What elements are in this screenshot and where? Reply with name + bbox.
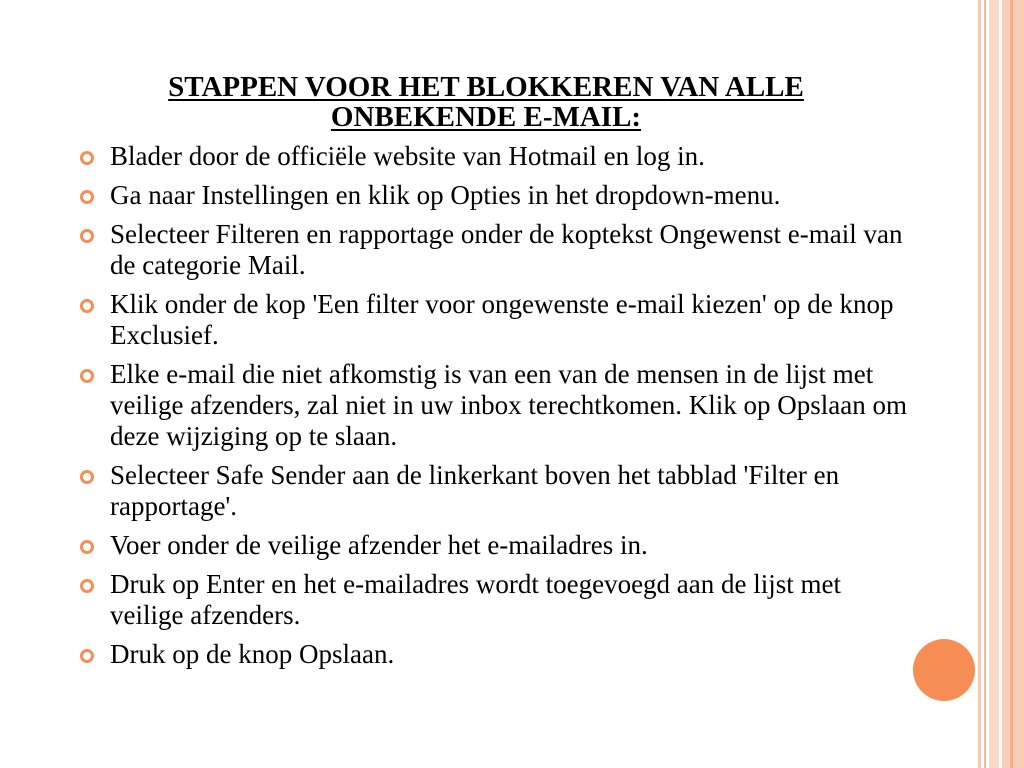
bullet-item xyxy=(80,460,910,522)
bullet-item xyxy=(80,569,910,631)
ring-bullet-icon xyxy=(80,229,94,243)
bullet-text: Ga naar Instellingen en klik op Opties in het dropdown-menu. xyxy=(110,180,781,210)
bullet-text: Voer onder de veilige afzender het e-mailadres in. xyxy=(110,530,648,560)
bullet-item xyxy=(80,530,910,561)
bullet-text: Druk op de knop Opslaan. xyxy=(110,639,395,669)
slide-title-line2: ONBEKENDE E-MAIL: xyxy=(330,101,642,133)
bullet-text: Druk op Enter en het e-mailadres wordt toegevoegd aan de lijst met veilige afzenders. xyxy=(110,569,842,630)
bullet-item xyxy=(80,289,910,351)
accent-circle xyxy=(913,639,975,701)
ring-bullet-icon xyxy=(80,470,94,484)
border-stripe xyxy=(989,0,999,768)
border-stripe xyxy=(984,0,986,768)
bullet-text: Elke e-mail die niet afkomstig is van een van de mensen in de lijst met veilige afzenders, zal niet in uw inbox terechtkomen. Klik op Opslaan om deze wijziging op te slaan. xyxy=(110,359,908,451)
bullet-item xyxy=(80,180,910,211)
ring-bullet-icon xyxy=(80,299,94,313)
ring-bullet-icon xyxy=(80,190,94,204)
bullet-list xyxy=(80,141,910,678)
slide-title-line1: STAPPEN VOOR HET BLOKKEREN VAN ALLE xyxy=(168,71,804,103)
border-stripe xyxy=(1010,0,1013,768)
border-stripe xyxy=(978,0,981,768)
border-stripe xyxy=(1002,0,1024,768)
ring-bullet-icon xyxy=(80,369,94,383)
bullet-item xyxy=(80,639,910,670)
bullet-item xyxy=(80,359,910,452)
bullet-text: Selecteer Filteren en rapportage onder de koptekst Ongewenst e-mail van de categorie Mail. xyxy=(110,219,903,280)
ring-bullet-icon xyxy=(80,649,94,663)
ring-bullet-icon xyxy=(80,151,94,165)
bullet-item xyxy=(80,219,910,281)
bullet-text: Blader door de officiële website van Hotmail en log in. xyxy=(110,141,705,171)
ring-bullet-icon xyxy=(80,579,94,593)
bullet-text: Klik onder de kop 'Een filter voor ongewenste e-mail kiezen' op de knop Exclusief. xyxy=(110,289,894,350)
bullet-text: Selecteer Safe Sender aan de linkerkant boven het tabblad 'Filter en rapportage'. xyxy=(110,460,840,521)
slide-title xyxy=(96,72,876,132)
ring-bullet-icon xyxy=(80,540,94,554)
bullet-item xyxy=(80,141,910,172)
